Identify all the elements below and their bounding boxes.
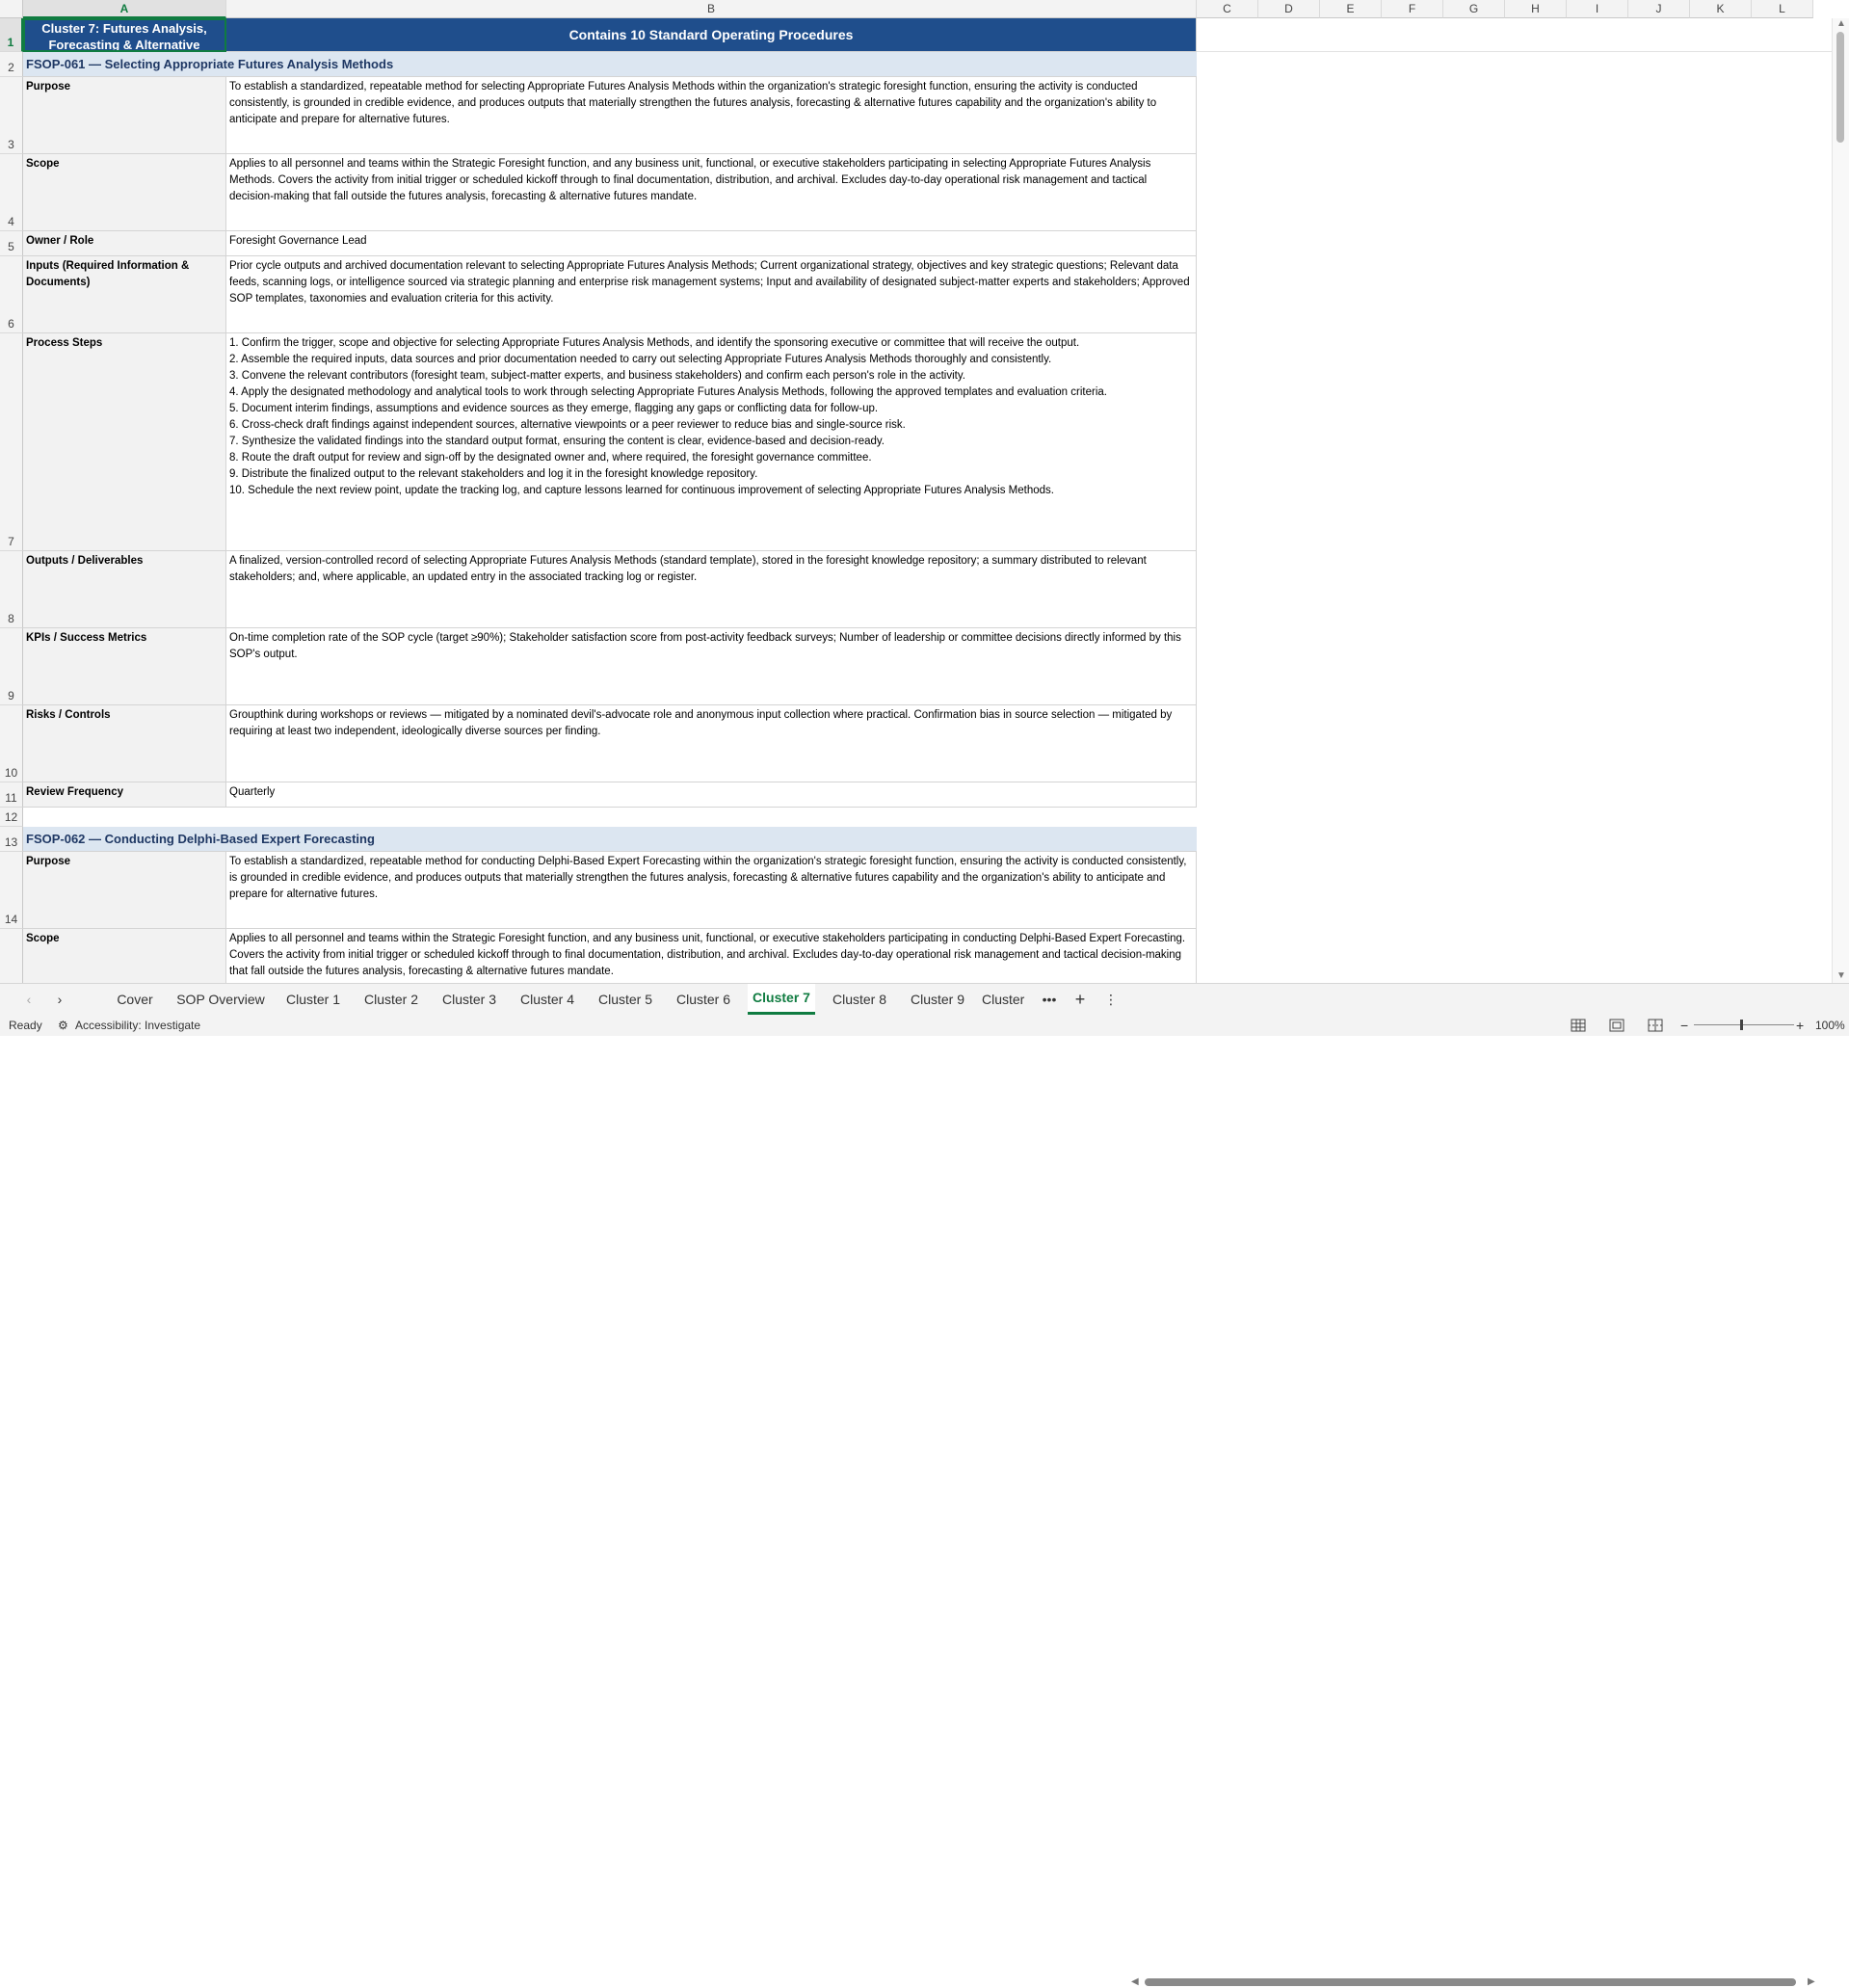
status-ready: Ready bbox=[9, 1019, 42, 1032]
select-all-corner[interactable] bbox=[0, 0, 23, 18]
row-header-13[interactable] bbox=[0, 827, 23, 852]
zoom-slider-thumb[interactable] bbox=[1740, 1020, 1743, 1030]
row-header-9[interactable] bbox=[0, 628, 23, 705]
accessibility-status[interactable]: Accessibility: Investigate bbox=[75, 1019, 201, 1032]
row-header-15[interactable] bbox=[0, 929, 23, 983]
row-number: 6 bbox=[8, 317, 14, 331]
tab-options-icon[interactable]: ⋮ bbox=[1104, 992, 1118, 1007]
value-cell-process-steps[interactable]: 1. Confirm the trigger, scope and objective for selecting Appropriate Futures Analysis Methods, and identify the sponsoring executive or committee that will receive the output. 2. Assemble the required inputs, data sources and prior documentation needed to carry out selecting Appropriate Futures Analysis Methods thoroughly and consistently. 3. Convene the relevant contributors (foresight team, subject-matter experts, and business stakeholders) and confirm each person's role in the activity. 4. Apply the designated methodology and analytical tools to work through selecting Appropriate Futures Analysis Methods, following the approved templates and evaluation criteria. 5. Document interim findings, assumptions and evidence sources as they emerge, flagging any gaps or conflicting data for follow-up. 6. Cross-check draft findings against independent sources, alternative viewpoints or a peer reviewer to reduce bias and single-source risk. 7. Synthesize the validated findings into the standard output format, ensuring the content is clear, evidence-based and decision-ready. 8. Route the draft output for review and sign-off by the designated owner and, where required, the foresight governance committee. 9. Distribute the finalized output to the relevant stakeholders and log it in the foresight knowledge repository. 10. Schedule the next review point, update the tracking log, and capture lessons learned for continuous improvement of selecting Appropriate Futures Analysis Methods. bbox=[226, 333, 1197, 551]
label-cell-inputs[interactable]: Inputs (Required Information & Documents) bbox=[23, 256, 226, 333]
row-header-1[interactable] bbox=[0, 18, 23, 52]
sop-heading[interactable]: FSOP-062 — Conducting Delphi-Based Expert Forecasting bbox=[23, 827, 1197, 852]
normal-view-icon[interactable] bbox=[1570, 1018, 1587, 1033]
page-break-view-icon[interactable] bbox=[1647, 1018, 1664, 1033]
row-header-11[interactable] bbox=[0, 782, 23, 808]
column-header-b[interactable]: B bbox=[226, 0, 1197, 18]
value-cell-scope[interactable]: Applies to all personnel and teams within the Strategic Foresight function, and any business unit, functional, or executive stakeholders participating in selecting Appropriate Futures Analysis Methods. Covers the activity from initial trigger or scheduled kickoff through to final documentation, distribution, and archival. Excludes day-to-day operational risk management and tactical decision-making that fall outside the futures analysis, forecasting & alternative futures mandate. bbox=[226, 154, 1197, 231]
label-cell-risks[interactable]: Risks / Controls bbox=[23, 705, 226, 782]
row-header-2[interactable] bbox=[0, 52, 23, 77]
row-number: 13 bbox=[4, 835, 18, 849]
row-number: 14 bbox=[4, 913, 18, 926]
row-number: 12 bbox=[4, 810, 18, 824]
cluster-subtitle-cell[interactable]: Contains 10 Standard Operating Procedures bbox=[226, 18, 1197, 52]
label-cell-scope[interactable]: Scope bbox=[23, 154, 226, 231]
add-sheet-icon[interactable]: + bbox=[1074, 990, 1086, 1009]
column-header-l[interactable]: L bbox=[1752, 0, 1813, 18]
label-cell-scope[interactable]: Scope bbox=[23, 929, 226, 983]
row-number: 8 bbox=[8, 612, 14, 625]
column-header-j[interactable]: J bbox=[1628, 0, 1690, 18]
column-header-e[interactable]: E bbox=[1320, 0, 1382, 18]
scroll-up-icon[interactable]: ▲ bbox=[1836, 18, 1846, 29]
scroll-left-icon[interactable]: ◀ bbox=[1131, 1976, 1139, 1987]
value-cell-purpose[interactable]: To establish a standardized, repeatable method for conducting Delphi-Based Expert Forecasting within the organization's strategic foresight function, ensuring the activity is conducted consistently, is grounded in credible evidence, and produces outputs that materially strengthen the futures analysis, forecasting & alternative futures capability and the organization's ability to anticipate and prepare for alternative futures. bbox=[226, 852, 1197, 929]
horizontal-scroll-thumb[interactable] bbox=[1145, 1978, 1796, 1986]
tab-cluster-4[interactable]: Cluster 4 bbox=[519, 992, 575, 1007]
row-number: 1 bbox=[7, 36, 14, 49]
zoom-level[interactable]: 100% bbox=[1815, 1019, 1845, 1032]
value-cell-risks[interactable]: Groupthink during workshops or reviews — mitigated by a nominated devil's-advocate role and anonymous input collection where practical. Confirmation bias in source selection — mitigated by requiring at least two independent, ideologically diverse sources per finding. bbox=[226, 705, 1197, 782]
column-header-a[interactable]: A bbox=[23, 0, 226, 18]
row-number: 4 bbox=[8, 215, 14, 228]
tab-cluster-1[interactable]: Cluster 1 bbox=[285, 992, 341, 1007]
row-header-3[interactable] bbox=[0, 77, 23, 154]
row-header-6[interactable] bbox=[0, 256, 23, 333]
row-header-8[interactable] bbox=[0, 551, 23, 628]
gridline bbox=[1197, 51, 1833, 52]
row-header-12[interactable] bbox=[0, 808, 23, 827]
column-header-d[interactable]: D bbox=[1258, 0, 1320, 18]
zoom-in-icon[interactable]: + bbox=[1796, 1018, 1805, 1033]
value-cell-review-frequency[interactable]: Quarterly bbox=[226, 782, 1197, 808]
column-header-f[interactable]: F bbox=[1382, 0, 1443, 18]
tab-cluster-3[interactable]: Cluster 3 bbox=[441, 992, 497, 1007]
value-cell-owner[interactable]: Foresight Governance Lead bbox=[226, 231, 1197, 256]
vertical-scrollbar[interactable] bbox=[1832, 18, 1849, 983]
row-header-7[interactable] bbox=[0, 333, 23, 551]
horizontal-scrollbar[interactable] bbox=[1131, 1976, 1819, 1988]
cluster-title-cell[interactable]: Cluster 7: Futures Analysis, Forecasting & Alternative bbox=[23, 18, 226, 52]
scroll-right-icon[interactable]: ▶ bbox=[1808, 1976, 1815, 1987]
value-cell-inputs[interactable]: Prior cycle outputs and archived documentation relevant to selecting Appropriate Futures Analysis Methods; Current organizational strategy, objectives and key strategic questions; Relevant data feeds, scanning logs, or intelligence sourced via strategic planning and enterprise risk management systems; Input and availability of designated subject-matter experts and stakeholders; Approved SOP templates, taxonomies and evaluation criteria for this activity. bbox=[226, 256, 1197, 333]
more-tabs-icon[interactable]: ••• bbox=[1042, 992, 1057, 1007]
column-header-c[interactable]: C bbox=[1197, 0, 1258, 18]
accessibility-icon[interactable]: ⚙ bbox=[58, 1019, 68, 1032]
row-header-5[interactable] bbox=[0, 231, 23, 256]
label-cell-kpis[interactable]: KPIs / Success Metrics bbox=[23, 628, 226, 705]
tab-cover[interactable]: Cover bbox=[117, 992, 153, 1007]
tab-cluster-9[interactable]: Cluster 9 bbox=[910, 992, 965, 1007]
value-cell-scope[interactable]: Applies to all personnel and teams within the Strategic Foresight function, and any business unit, functional, or executive stakeholders participating in conducting Delphi-Based Expert Forecasting. Covers the activity from initial trigger or scheduled kickoff through to final documentation, distribution, and archival. Excludes day-to-day operational risk management and tactical decision-making that fall outside the futures analysis, forecasting & alternative futures mandate. bbox=[226, 929, 1197, 983]
label-cell-purpose[interactable]: Purpose bbox=[23, 852, 226, 929]
tab-cluster-5[interactable]: Cluster 5 bbox=[597, 992, 653, 1007]
sop-heading[interactable]: FSOP-061 — Selecting Appropriate Futures Analysis Methods bbox=[23, 52, 1197, 77]
scroll-down-icon[interactable]: ▼ bbox=[1836, 970, 1846, 981]
row-number: 7 bbox=[8, 535, 14, 548]
column-header-i[interactable]: I bbox=[1567, 0, 1628, 18]
label-cell-review-frequency[interactable]: Review Frequency bbox=[23, 782, 226, 808]
row-header-10[interactable] bbox=[0, 705, 23, 782]
tab-cluster-6[interactable]: Cluster 6 bbox=[675, 992, 731, 1007]
label-cell-outputs[interactable]: Outputs / Deliverables bbox=[23, 551, 226, 628]
row-number: 3 bbox=[8, 138, 14, 151]
spreadsheet-grid[interactable] bbox=[0, 0, 1849, 983]
tab-scroll-left-icon[interactable]: ‹ bbox=[26, 992, 32, 1007]
row-number: 9 bbox=[8, 689, 14, 702]
zoom-out-icon[interactable]: − bbox=[1680, 1018, 1689, 1033]
tab-scroll-right-icon[interactable]: › bbox=[57, 992, 63, 1007]
label-cell-process-steps[interactable]: Process Steps bbox=[23, 333, 226, 551]
row-number: 2 bbox=[8, 61, 14, 74]
column-header-g[interactable]: G bbox=[1443, 0, 1505, 18]
value-cell-kpis[interactable]: On-time completion rate of the SOP cycle (target ≥90%); Stakeholder satisfaction score from post-activity feedback surveys; Number of leadership or committee decisions directly informed by this SOP's output. bbox=[226, 628, 1197, 705]
page-layout-view-icon[interactable] bbox=[1608, 1018, 1625, 1033]
row-number: 5 bbox=[8, 240, 14, 253]
vertical-scroll-thumb[interactable] bbox=[1836, 32, 1844, 143]
row-number: 10 bbox=[4, 766, 18, 780]
tab-cluster-2[interactable]: Cluster 2 bbox=[363, 992, 419, 1007]
row-number: 11 bbox=[5, 791, 17, 805]
tab-sop-overview[interactable]: SOP Overview bbox=[176, 992, 265, 1007]
column-header-h[interactable]: H bbox=[1505, 0, 1567, 18]
row-header-14[interactable] bbox=[0, 852, 23, 929]
value-cell-purpose[interactable]: To establish a standardized, repeatable method for selecting Appropriate Futures Analysis Methods within the organization's strategic foresight function, ensuring the activity is conducted consistently, is grounded in credible evidence, and produces outputs that materially strengthen the futures analysis, forecasting & alternative futures capability and the organization's ability to anticipate and prepare for alternative futures. bbox=[226, 77, 1197, 154]
zoom-slider[interactable] bbox=[1694, 1024, 1794, 1025]
label-cell-purpose[interactable]: Purpose bbox=[23, 77, 226, 154]
tab-cluster-8[interactable]: Cluster 8 bbox=[832, 992, 887, 1007]
tab-cluster-7[interactable]: Cluster 7 bbox=[748, 984, 815, 1015]
column-header-k[interactable]: K bbox=[1690, 0, 1752, 18]
status-bar bbox=[0, 1015, 1849, 1036]
row-header-4[interactable] bbox=[0, 154, 23, 231]
value-cell-outputs[interactable]: A finalized, version-controlled record of selecting Appropriate Futures Analysis Methods (standard template), stored in the foresight knowledge repository; a summary distributed to relevant stakeholders; and, where applicable, an updated entry in the associated tracking log or register. bbox=[226, 551, 1197, 628]
tab-cluster-10[interactable]: Cluster bbox=[982, 992, 1025, 1007]
label-cell-owner[interactable]: Owner / Role bbox=[23, 231, 226, 256]
